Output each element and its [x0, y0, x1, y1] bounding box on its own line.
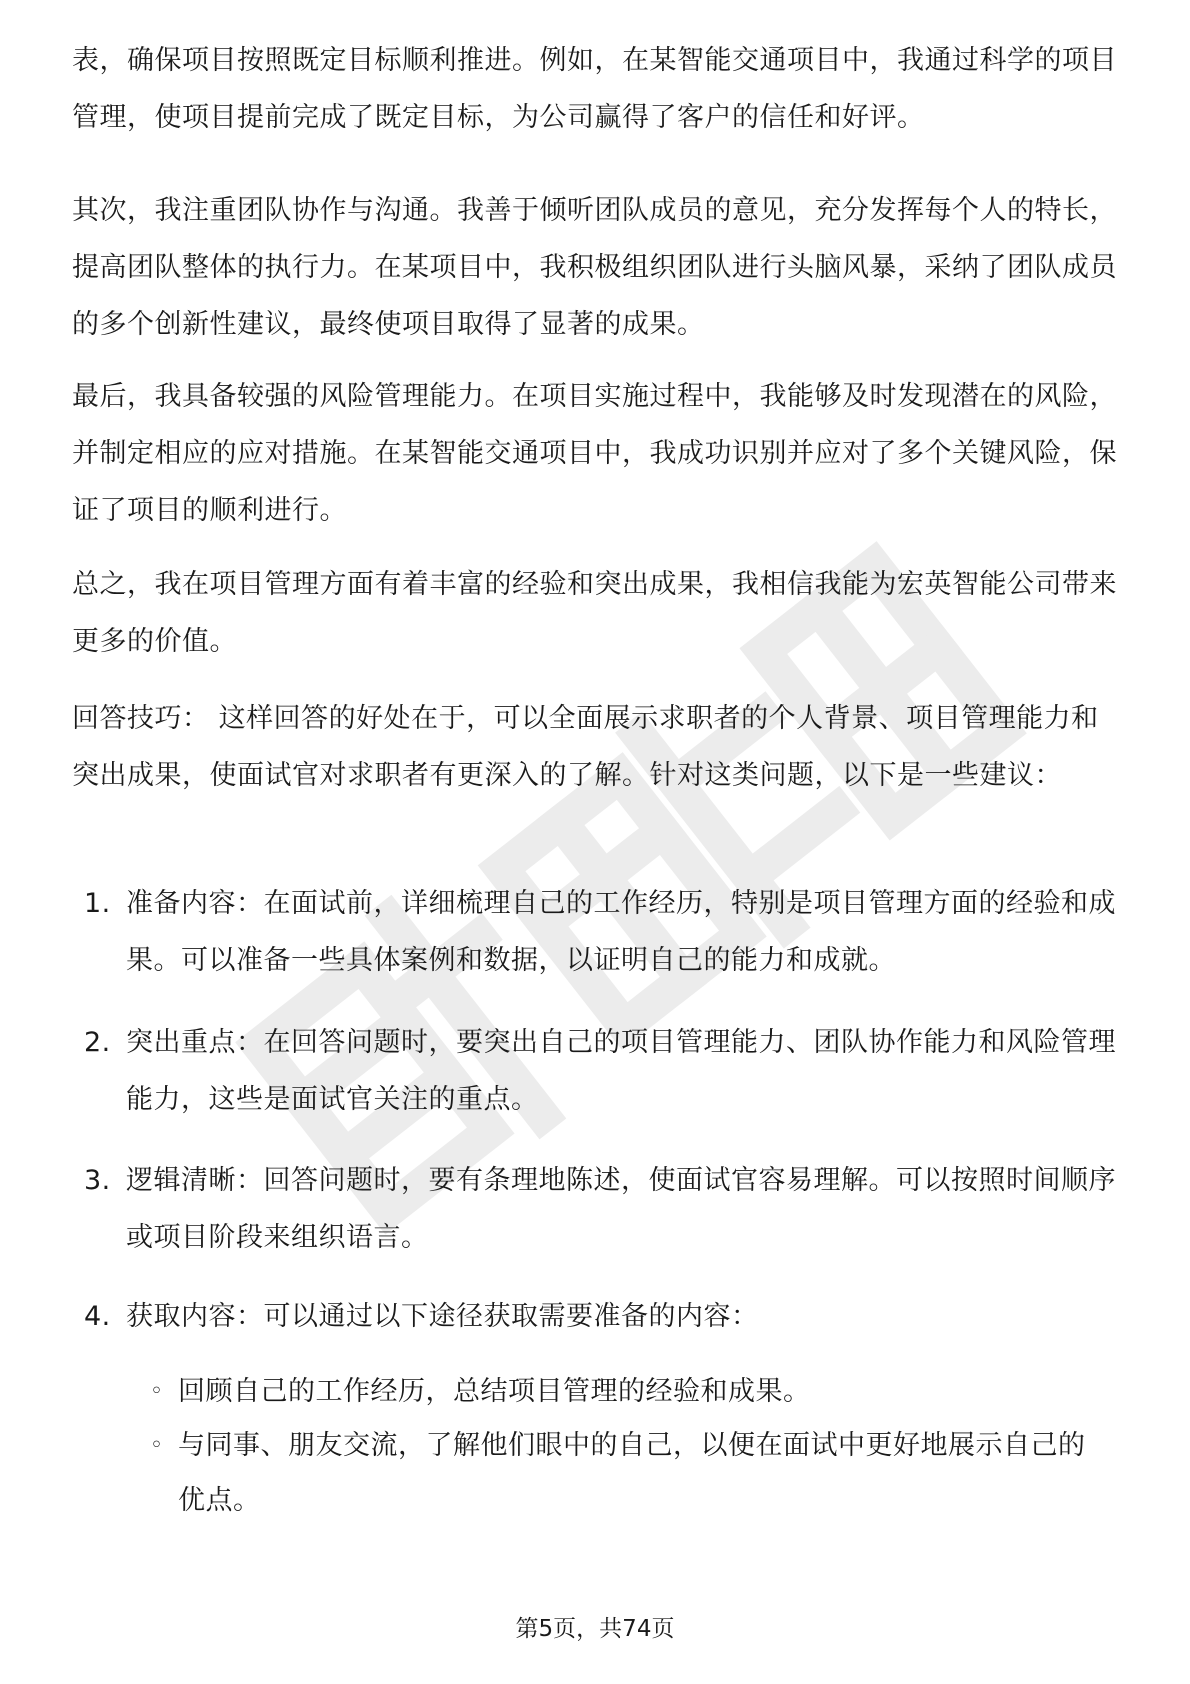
bullet-marker-icon: ◦ [150, 1433, 164, 1458]
list-item-text: 逻辑清晰：回答问题时，要有条理地陈述，使面试官容易理解。可以按照时间顺序或项目阶段来组织语言。 [126, 1165, 1116, 1253]
list-item-number: 3. [84, 1165, 111, 1196]
list-item-number: 2. [84, 1027, 111, 1058]
paragraph-project-delivery: 表，确保项目按照既定目标顺利推进。例如，在某智能交通项目中，我通过科学的项目管理，使项目提前完成了既定目标，为公司赢得了客户的信任和好评。 [72, 45, 1117, 133]
sub-list-item-text: 与同事、朋友交流，了解他们眼中的自己，以便在面试中更好地展示自己的优点。 [178, 1430, 1086, 1516]
paragraph-teamwork: 其次，我注重团队协作与沟通。我善于倾听团队成员的意见，充分发挥每个人的特长，提高团队整体的执行力。在某项目中，我积极组织团队进行头脑风暴，采纳了团队成员的多个创新性建议，最终使项目取得了显著的成果。 [72, 195, 1117, 340]
bullet-marker-icon: ◦ [150, 1379, 164, 1404]
list-item [84, 1288, 1124, 1345]
paragraph-risk-management: 最后，我具备较强的风险管理能力。在项目实施过程中，我能够及时发现潜在的风险，并制定相应的应对措施。在某智能交通项目中，我成功识别并应对了多个关键风险，保证了项目的顺利进行。 [72, 381, 1117, 526]
paragraph-answer-tips: 回答技巧： 这样回答的好处在于，可以全面展示求职者的个人背景、项目管理能力和突出成果，使面试官对求职者有更深入的了解。针对这类问题，以下是一些建议： [72, 703, 1099, 791]
sub-list-item [150, 1418, 1110, 1528]
list-item [84, 1152, 1124, 1266]
list-item [84, 1014, 1124, 1128]
list-item [84, 875, 1124, 989]
page-number-footer: 第5页，共74页 [515, 1616, 675, 1642]
sub-list-item-text: 回顾自己的工作经历，总结项目管理的经验和成果。 [178, 1376, 811, 1407]
list-item-text: 获取内容：可以通过以下途径获取需要准备的内容： [126, 1301, 759, 1332]
list-item-text: 突出重点：在回答问题时，要突出自己的项目管理能力、团队协作能力和风险管理能力，这些是面试官关注的重点。 [126, 1027, 1116, 1115]
paragraph-summary: 总之，我在项目管理方面有着丰富的经验和突出成果，我相信我能为宏英智能公司带来更多的价值。 [72, 569, 1117, 657]
list-item-text: 准备内容：在面试前，详细梳理自己的工作经历，特别是项目管理方面的经验和成果。可以准备一些具体案例和数据，以证明自己的能力和成就。 [126, 888, 1116, 976]
list-item-number: 4. [84, 1301, 111, 1332]
list-item-number: 1. [84, 888, 111, 919]
sub-list-item [150, 1364, 1110, 1419]
